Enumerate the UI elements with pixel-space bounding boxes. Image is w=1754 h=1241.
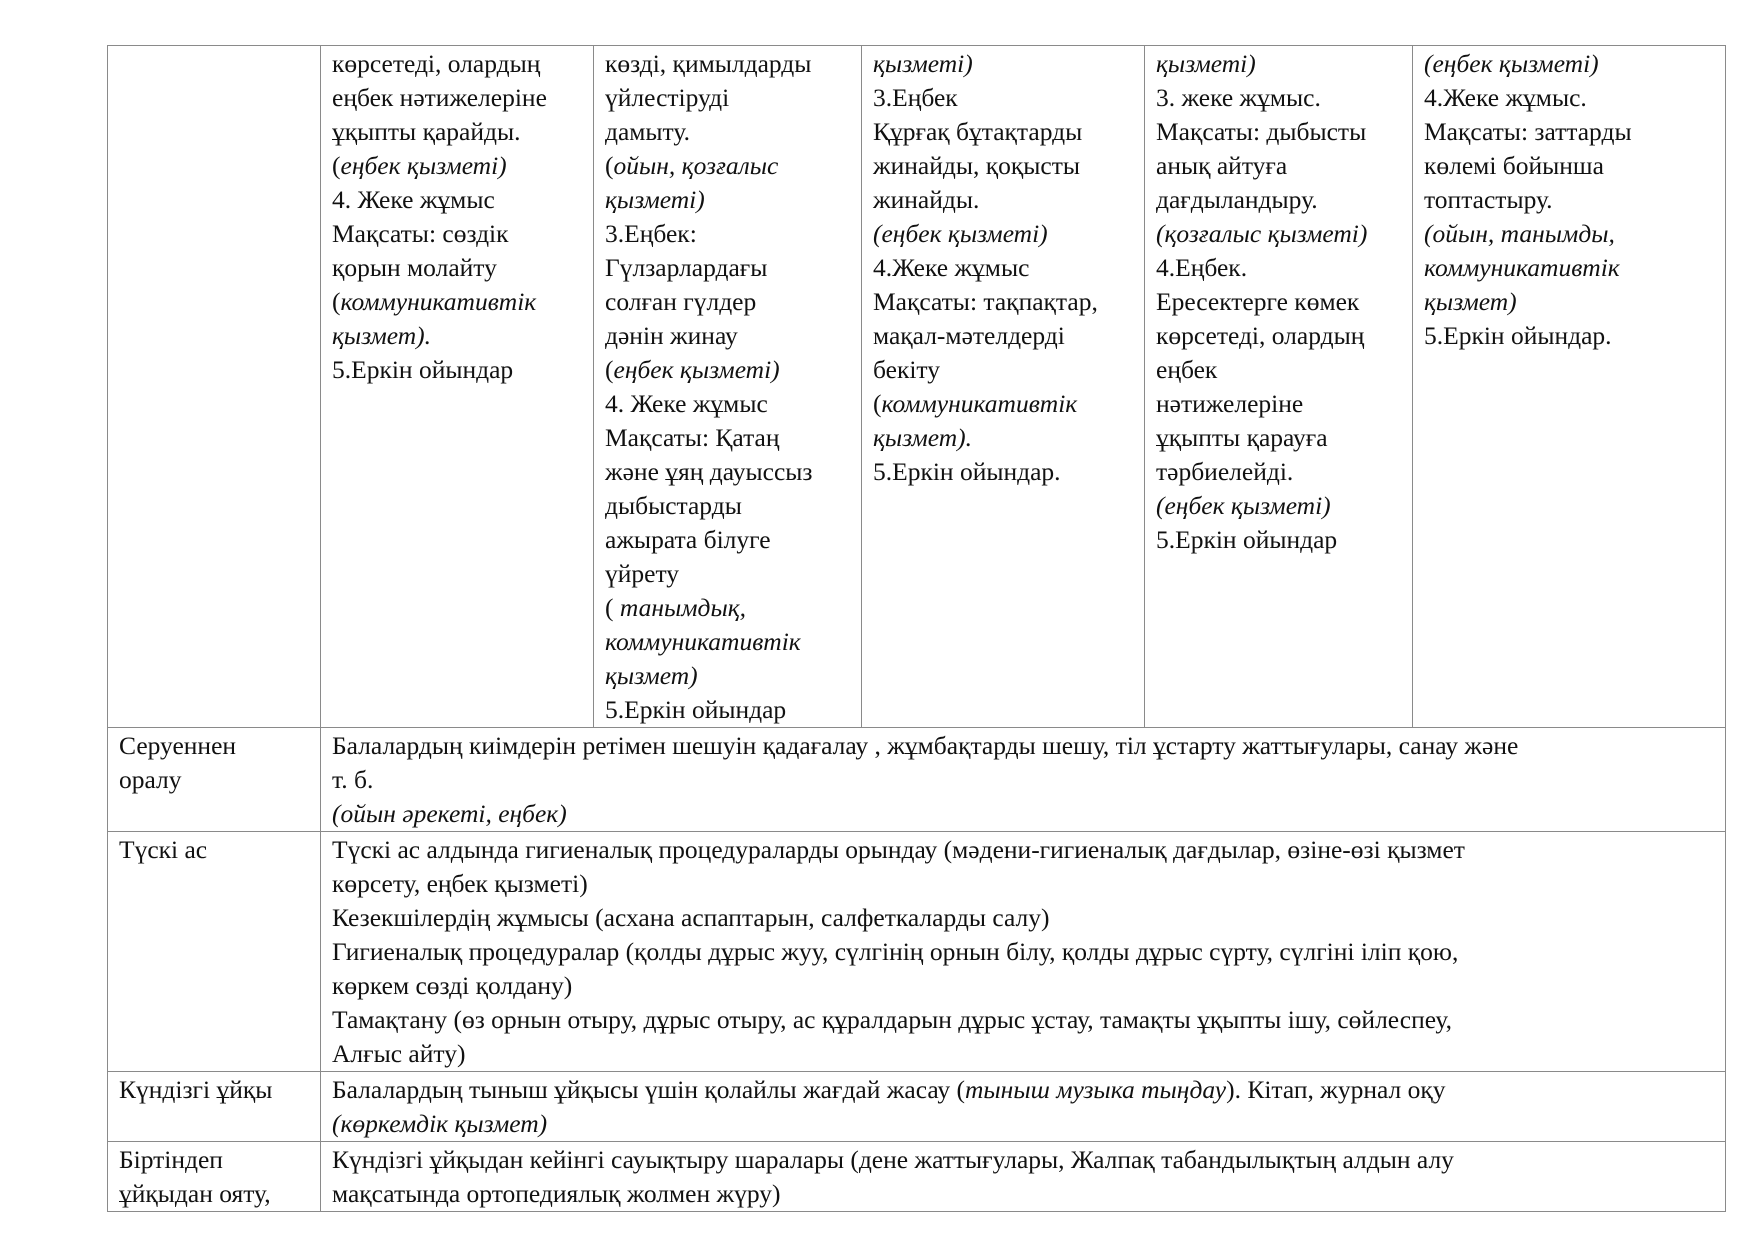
row-label-text: Біртіндеп: [119, 1145, 223, 1174]
text-line: [605, 353, 851, 387]
line-text: көрсету, еңбек қызметі): [332, 869, 588, 898]
line-text: және ұяң дауыссыз: [605, 457, 813, 486]
text-line: [1156, 183, 1402, 217]
line-text: дәнін жинау: [605, 321, 738, 350]
line-italic-text: коммуникативтік: [1424, 253, 1620, 282]
line-text: (: [332, 287, 341, 316]
line-text: көркем сөзді қолдану): [332, 971, 573, 1000]
row-label-text: ұйқыдан ояту,: [119, 1179, 271, 1208]
line-text: Түскі ас алдында гигиеналық процедураларды орындау (мәдени-гигиеналық дағдылар, өзіне-өзі қызмет: [332, 835, 1465, 864]
text-line: [873, 149, 1134, 183]
text-line: [1156, 251, 1402, 285]
line-text: 5.Еркін ойындар: [605, 695, 787, 724]
line-text: мақал-мәтелдерді: [873, 321, 1065, 350]
text-line: [605, 183, 851, 217]
line-italic-text: қызметі): [1156, 49, 1256, 78]
text-line: [332, 251, 583, 285]
text-line: [1424, 81, 1715, 115]
text-line: [605, 217, 851, 251]
text-line: [1156, 149, 1402, 183]
text-line: [873, 319, 1134, 353]
line-text: 5.Еркін ойындар.: [1424, 321, 1612, 350]
line-text: 3. жеке жұмыс.: [1156, 83, 1321, 112]
line-text: еңбек нәтижелеріне: [332, 83, 547, 112]
row-label-cell: [108, 1072, 321, 1142]
text-line: [1156, 523, 1402, 557]
line-text: қорын молайту: [332, 253, 497, 282]
table-row-return-from-walk: [108, 728, 1726, 832]
activity-cell: [1413, 46, 1726, 728]
line-text: көлемі бойынша: [1424, 151, 1604, 180]
line-text: 5.Еркін ойындар: [1156, 525, 1338, 554]
line-text: анық айтуға: [1156, 151, 1288, 180]
text-line: [1424, 47, 1715, 81]
row-label-cell: [108, 832, 321, 1072]
line-text: Мақсаты: сөздік: [332, 219, 509, 248]
text-line: [332, 797, 1715, 831]
line-italic-text: қызметі): [605, 185, 705, 214]
line-italic-text: коммуникативтік: [605, 627, 801, 656]
line-italic-text: (еңбек қызметі): [873, 219, 1048, 248]
line-text: 4.Жеке жұмыс: [873, 253, 1030, 282]
row-label-text: оралу: [119, 765, 182, 794]
text-line: [605, 421, 851, 455]
line-text: Құрғақ бұтақтарды: [873, 117, 1083, 146]
text-line: [332, 353, 583, 387]
text-line: [332, 81, 583, 115]
line-italic-text: (ойын, танымды,: [1424, 219, 1615, 248]
line-text: Гигиеналық процедуралар (қолды дұрыс жуу, сүлгінің орнын білу, қолды дұрыс сүрту, сүлгіні іліп қою,: [332, 937, 1459, 966]
activity-cell: [594, 46, 862, 728]
text-line: [1424, 183, 1715, 217]
line-text: Мақсаты: заттарды: [1424, 117, 1632, 146]
line-text: ұқыпты қарауға: [1156, 423, 1328, 452]
line-text: Тамақтану (өз орнын отыру, дұрыс отыру, ас құралдарын дұрыс ұстау, тамақты ұқыпты ішу, сөйлеспеу,: [332, 1005, 1452, 1034]
text-line: [332, 1107, 1715, 1141]
row-label-text: Серуеннен: [119, 731, 237, 760]
line-text: ұқыпты қарайды.: [332, 117, 521, 146]
line-text: жинайды, қоқысты: [873, 151, 1080, 180]
text-line: [1156, 81, 1402, 115]
table-row-day-sleep: [108, 1072, 1726, 1142]
activity-cell: [321, 46, 594, 728]
text-line: [332, 1143, 1715, 1177]
line-italic-text: қызмет).: [332, 321, 432, 350]
text-line: [332, 901, 1715, 935]
line-text: еңбек: [1156, 355, 1218, 384]
line-text: (: [605, 593, 620, 622]
text-line: [1156, 115, 1402, 149]
line-italic-text: коммуникативтік: [881, 389, 1078, 418]
text-line: [332, 833, 1715, 867]
row-label-cell: [108, 728, 321, 832]
line-italic-text: ойын, қозғалыс: [613, 151, 779, 180]
line-text: үйлестіруді: [605, 83, 730, 112]
line-text: 5.Еркін ойындар.: [873, 457, 1061, 486]
text-line: [1156, 421, 1402, 455]
line-italic-text: (еңбек қызметі): [1156, 491, 1331, 520]
table-row-continued-activities: [108, 46, 1726, 728]
text-line: [873, 183, 1134, 217]
text-line: [332, 1003, 1715, 1037]
line-text: үйрету: [605, 559, 680, 588]
text-line: [332, 285, 583, 319]
text-line: [605, 319, 851, 353]
line-text: көрсетеді, олардың: [332, 49, 541, 78]
line-text: дыбыстарды: [605, 491, 742, 520]
line-text: 3.Еңбек: [873, 83, 958, 112]
text-line: [1424, 251, 1715, 285]
table-row-gradual-waking: [108, 1142, 1726, 1212]
text-line: [873, 81, 1134, 115]
text-line: [1424, 217, 1715, 251]
line-text: Мақсаты: тақпақтар,: [873, 287, 1098, 316]
line-text: тәрбиелейді.: [1156, 457, 1294, 486]
daily-plan-table: [107, 45, 1726, 1212]
text-line: [1156, 285, 1402, 319]
text-line: [873, 353, 1134, 387]
text-line: [605, 285, 851, 319]
text-line: [873, 47, 1134, 81]
activity-cell: [862, 46, 1145, 728]
text-line: [332, 1177, 1715, 1211]
row-content-cell: [321, 1072, 1726, 1142]
text-line: [1424, 115, 1715, 149]
text-line: [605, 47, 851, 81]
row-content-cell: [321, 832, 1726, 1072]
text-line: [332, 1073, 1715, 1107]
line-italic-text: коммуникативтік: [340, 287, 537, 316]
line-text: бекіту: [873, 355, 940, 384]
line-text: 5.Еркін ойындар: [332, 355, 514, 384]
text-line: [332, 319, 583, 353]
line-text: топтастыру.: [1424, 185, 1553, 214]
row-content-cell: [321, 728, 1726, 832]
line-text: т. б.: [332, 765, 374, 794]
line-text: 3.Еңбек:: [605, 219, 697, 248]
row-label-cell: [108, 46, 321, 728]
text-line: [1156, 217, 1402, 251]
line-italic-text: танымдық,: [619, 593, 747, 622]
line-italic-text: (көркемдік қызмет): [332, 1109, 548, 1138]
table-row-lunch: [108, 832, 1726, 1072]
text-line: [1156, 455, 1402, 489]
row-label-text: Түскі ас: [119, 835, 208, 864]
line-text: Мақсаты: дыбысты: [1156, 117, 1367, 146]
text-line: [332, 969, 1715, 1003]
activity-cell: [1145, 46, 1413, 728]
text-line: [605, 659, 851, 693]
line-italic-text: еңбек қызметі): [613, 355, 780, 384]
line-text: Кезекшілердің жұмысы (асхана аспаптарын, салфеткаларды салу): [332, 903, 1050, 932]
line-italic-text: қызмет): [605, 661, 698, 690]
text-line: [873, 115, 1134, 149]
line-text: 4.Жеке жұмыс.: [1424, 83, 1587, 112]
text-line: [605, 251, 851, 285]
text-line: [605, 81, 851, 115]
text-line: [1156, 387, 1402, 421]
line-text: ). Кітап, журнал оқу: [1226, 1075, 1446, 1104]
line-text: ажырата білуге: [605, 525, 771, 554]
text-line: [605, 115, 851, 149]
text-line: [605, 523, 851, 557]
text-line: [605, 591, 851, 625]
line-text: Күндізгі ұйқыдан кейінгі сауықтыру шаралары (дене жаттығулары, Жалпақ табандылықтың алдын алу: [332, 1145, 1454, 1174]
line-text: (: [873, 389, 882, 418]
text-line: [1424, 319, 1715, 353]
line-text: (: [605, 151, 614, 180]
text-line: [605, 557, 851, 591]
row-label-cell: [108, 1142, 321, 1212]
text-line: [873, 217, 1134, 251]
text-line: [1156, 353, 1402, 387]
text-line: [332, 935, 1715, 969]
line-italic-text: еңбек қызметі): [340, 151, 507, 180]
text-line: [1424, 149, 1715, 183]
line-text: дамыту.: [605, 117, 690, 146]
text-line: [605, 489, 851, 523]
text-line: [1424, 285, 1715, 319]
text-line: [1156, 47, 1402, 81]
line-text: көзді, қимылдарды: [605, 49, 812, 78]
line-italic-text: қызмет): [1424, 287, 1517, 316]
text-line: [605, 693, 851, 727]
text-line: [332, 183, 583, 217]
line-text: дағдыландыру.: [1156, 185, 1318, 214]
text-line: [332, 115, 583, 149]
line-text: Алғыс айту): [332, 1039, 466, 1068]
text-line: [873, 251, 1134, 285]
text-line: [1156, 489, 1402, 523]
line-text: Мақсаты: Қатаң: [605, 423, 780, 452]
line-text: көрсетеді, олардың: [1156, 321, 1365, 350]
text-line: [873, 421, 1134, 455]
text-line: [332, 763, 1715, 797]
row-content-cell: [321, 1142, 1726, 1212]
text-line: [332, 867, 1715, 901]
text-line: [605, 625, 851, 659]
line-text: Балалардың тыныш ұйқысы үшін қолайлы жағдай жасау (: [332, 1075, 965, 1104]
line-text: жинайды.: [873, 185, 980, 214]
line-text: 4. Жеке жұмыс: [605, 389, 768, 418]
text-line: [332, 47, 583, 81]
text-line: [605, 149, 851, 183]
line-italic-text: қызмет).: [873, 423, 973, 452]
text-line: [873, 285, 1134, 319]
line-text: мақсатында ортопедиялық жолмен жүру): [332, 1179, 781, 1208]
line-text: Балалардың киімдерін ретімен шешуін қадағалау , жұмбақтарды шешу, тіл ұстарту жаттығулары, санау және: [332, 731, 1519, 760]
line-text: 4. Жеке жұмыс: [332, 185, 495, 214]
text-line: [873, 387, 1134, 421]
text-line: [332, 1037, 1715, 1071]
line-italic-text: қызметі): [873, 49, 973, 78]
line-italic-text: (ойын әрекеті, еңбек): [332, 799, 567, 828]
line-italic-text: (еңбек қызметі): [1424, 49, 1599, 78]
line-text: нәтижелеріне: [1156, 389, 1304, 418]
text-line: [605, 455, 851, 489]
line-text: солған гүлдер: [605, 287, 757, 316]
line-text: (: [605, 355, 614, 384]
text-line: [332, 729, 1715, 763]
text-line: [332, 149, 583, 183]
text-line: [605, 387, 851, 421]
text-line: [332, 217, 583, 251]
line-text: Гүлзарлардағы: [605, 253, 768, 282]
line-text: (: [332, 151, 341, 180]
line-text: 4.Еңбек.: [1156, 253, 1248, 282]
text-line: [873, 455, 1134, 489]
line-italic-text: тыныш музыка тыңдау: [964, 1075, 1227, 1104]
row-label-text: Күндізгі ұйқы: [119, 1075, 273, 1104]
text-line: [1156, 319, 1402, 353]
line-text: Ересектерге көмек: [1156, 287, 1360, 316]
line-italic-text: (қозғалыс қызметі): [1156, 219, 1368, 248]
